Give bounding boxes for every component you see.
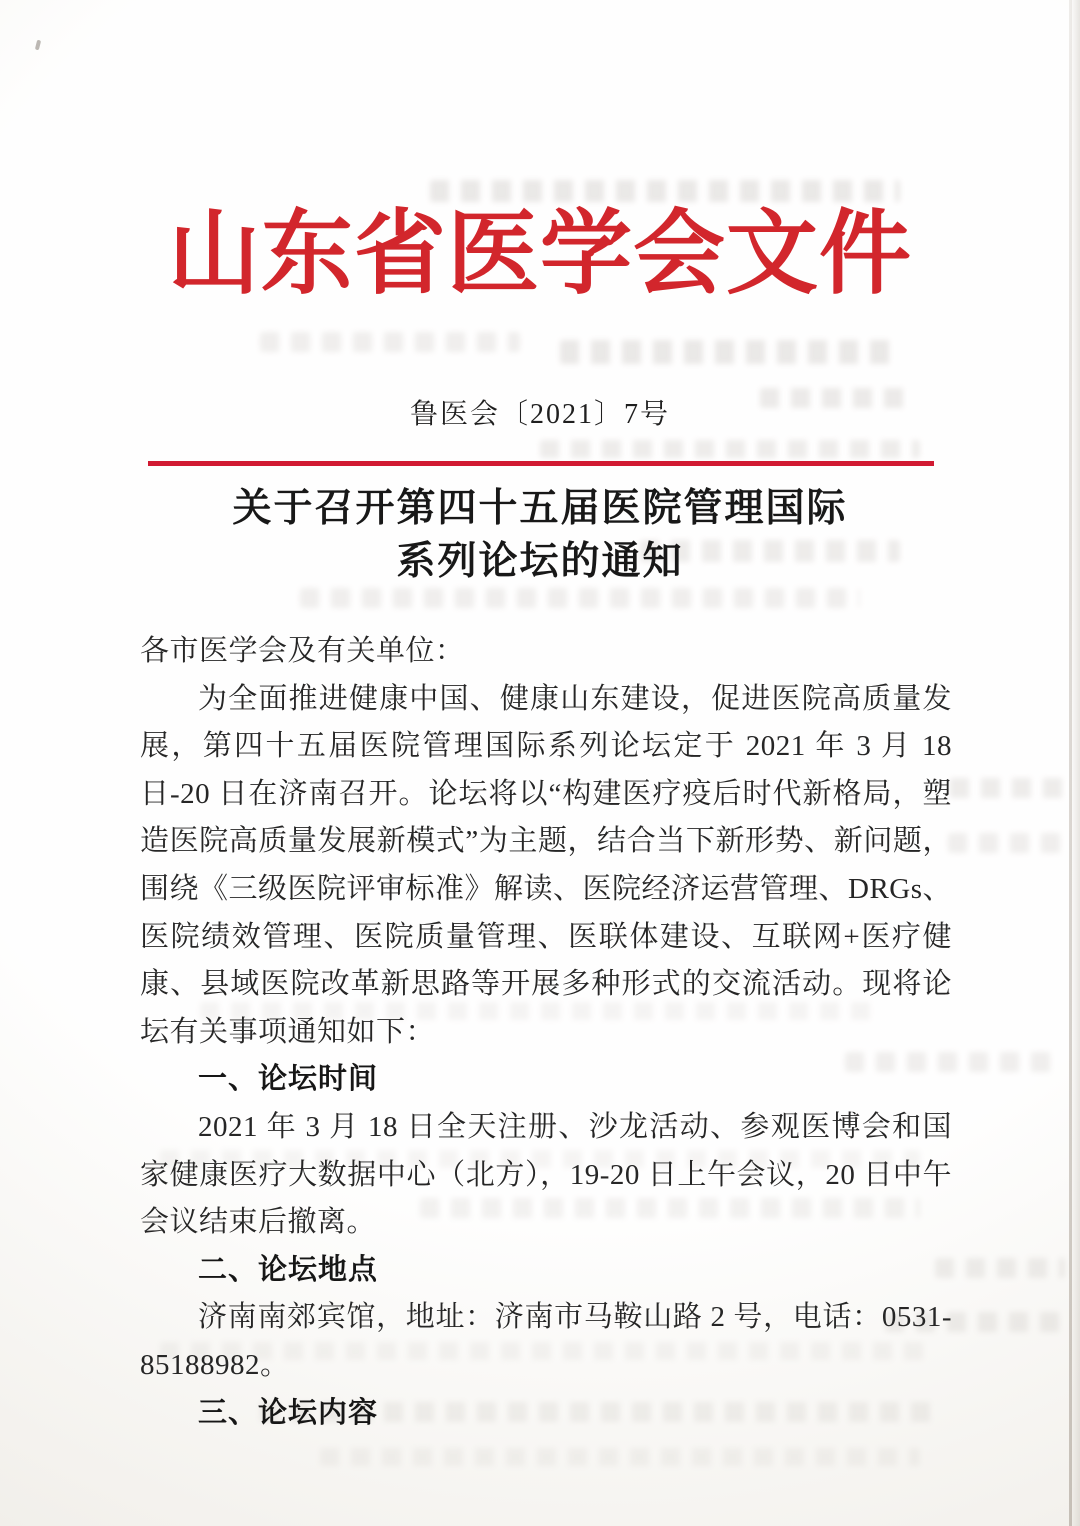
body-paragraph-1: 为全面推进健康中国、健康山东建设，促进医院高质量发展，第四十五届医院管理国际系列论坛定于 2021 年 3 月 18 日-20 日在济南召开。论坛将以“构建医疗疫后时代新格局，塑造医院高质量发展新模式”为主题，结合当下新形势、新问题，围绕《三级医院评审标准》解读、医院经济运营管理、DRGs、医院绩效管理、医院质量管理、医联体建设、互联网+医疗健康、县域医院改革新思路等开展多种形式的交流活动。现将论坛有关事项通知如下： <box>140 682 953 1048</box>
bleed-through-artifact <box>935 1258 1065 1278</box>
body-paragraph-3: 济南南郊宾馆，地址：济南市马鞍山路 2 号，电话：0531-85188982。 <box>140 1301 952 1381</box>
bleed-through-artifact <box>560 340 900 364</box>
bleed-through-artifact <box>300 588 860 608</box>
bleed-through-artifact <box>950 778 1065 798</box>
red-separator-rule <box>148 461 934 466</box>
body-paragraph-2: 2021 年 3 月 18 日全天注册、沙龙活动、参观医博会和国家健康医疗大数据中心（北方），19-20 日上午会议，20 日中午会议结束后撤离。 <box>140 1110 952 1239</box>
notice-body <box>140 628 952 1437</box>
bleed-through-artifact <box>540 440 920 458</box>
salutation: 各市医学会及有关单位： <box>140 635 465 667</box>
bleed-through-artifact <box>948 833 1066 853</box>
bleed-through-artifact <box>320 1448 920 1466</box>
page-edge-line <box>1069 0 1072 1526</box>
notice-title-line2: 系列论坛的通知 <box>396 540 684 583</box>
notice-title <box>0 482 1080 588</box>
bleed-through-artifact <box>260 332 520 352</box>
section-heading-forum-location: 二、论坛地点 <box>198 1253 379 1286</box>
section-heading-forum-time: 一、论坛时间 <box>198 1063 379 1096</box>
notice-title-line1: 关于召开第四十五届医院管理国际 <box>232 487 848 530</box>
letterhead-org-title: 山东省医学会文件 <box>167 199 912 307</box>
section-heading-forum-content: 三、论坛内容 <box>198 1396 379 1429</box>
document-number: 鲁医会〔2021〕7号 <box>409 399 670 430</box>
scan-speck <box>35 40 41 51</box>
